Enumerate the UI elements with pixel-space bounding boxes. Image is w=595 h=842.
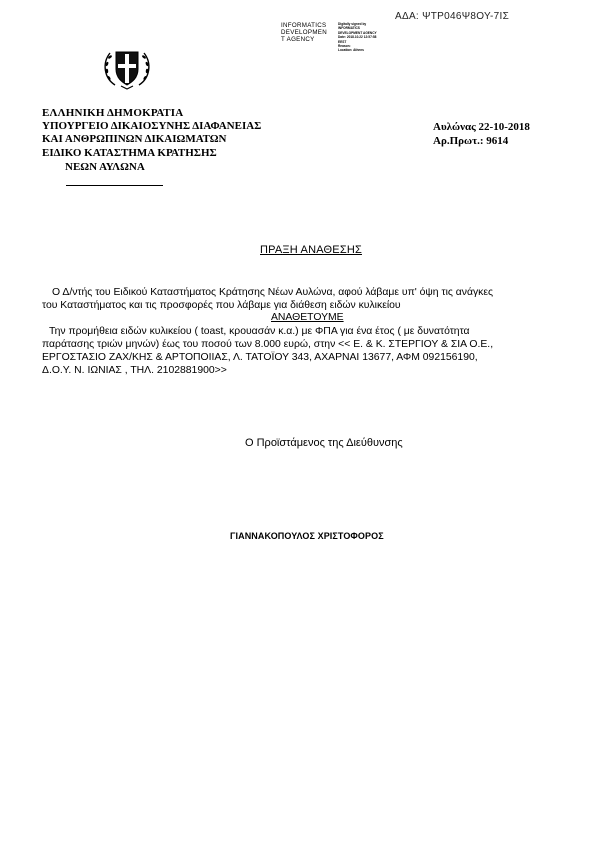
signature-stamp-details xyxy=(338,22,377,53)
header-ministry-cont: ΚΑΙ ΑΝΘΡΩΠΙΝΩΝ ΔΙΚΑΙΩΜΑΤΩΝ xyxy=(42,133,227,145)
protocol-number: Αρ.Πρωτ.: 9614 xyxy=(433,135,509,147)
decision-text-line: ΕΡΓΟΣΤΑΣΙΟ ΖΑΧ/ΚΗΣ & ΑΡΤΟΠΟΙΙΑΣ, Λ. ΤΑΤΟΪΟΥ 343, ΑΧΑΡΝΑΙ 13677, ΑΦΜ 092156190, xyxy=(42,352,478,363)
decision-text-line: Δ.Ο.Υ. Ν. ΙΩΝΙΑΣ , ΤΗΛ. 2102881900>> xyxy=(42,365,227,376)
stamp-detail-line: Date: 2018.10.22 12:57:58 xyxy=(338,35,377,40)
decision-text-line: Την προμήθεια ειδών κυλικείου ( toast, κρουασάν κ.α.) με ΦΠΑ για ένα έτος ( με δυνατότητα xyxy=(49,326,470,337)
document-title: ΠΡΑΞΗ ΑΝΑΘΕΣΗΣ xyxy=(260,244,362,256)
intro-paragraph-line: Ο Δ/ντής του Ειδικού Καταστήματος Κράτησης Νέων Αυλώνα, αφού λάβαμε υπ' όψη τις ανάγκες xyxy=(52,287,494,298)
stamp-detail-line: DEVELOPMENT AGENCY xyxy=(338,30,377,35)
stamp-detail-line: Reason: xyxy=(338,44,351,49)
greek-coat-of-arms-icon xyxy=(101,45,153,91)
stamp-line: T AGENCY xyxy=(281,36,315,43)
header-divider xyxy=(66,185,163,186)
decision-heading: ΑΝΑΘΕΤΟΥΜΕ xyxy=(271,312,344,323)
stamp-detail-line: Location: Athens xyxy=(338,48,364,53)
ada-code: ΑΔΑ: ΨΤΡ046Ψ8ΟΥ-7ΙΣ xyxy=(395,11,510,22)
header-institution: ΕΙΔΙΚΟ ΚΑΤΑΣΤΗΜΑ ΚΡΑΤΗΣΗΣ xyxy=(42,147,217,159)
signature-stamp-agency xyxy=(281,22,327,43)
intro-paragraph-line: του Καταστήματος και τις προσφορές που λάβαμε για διάθεση ειδών κυλικείου xyxy=(42,300,401,311)
signatory-title: Ο Προϊστάμενος της Διεύθυνσης xyxy=(245,437,403,449)
stamp-line: INFORMATICS xyxy=(281,22,327,29)
stamp-detail-line: Digitally signed by xyxy=(338,22,367,26)
stamp-line: DEVELOPMEN xyxy=(281,29,327,36)
decision-text-line: παράτασης τριών μηνών) έως του ποσού των 8.000 ευρώ, στην << Ε. & Κ. ΣΤΕΡΓΙΟΥ & ΣΙΑ Ο.Ε., xyxy=(42,339,494,350)
stamp-detail-line: EEST xyxy=(338,39,347,44)
header-ministry: ΥΠΟΥΡΓΕΙΟ ΔΙΚΑΙΟΣΥΝΗΣ ΔΙΑΦΑΝΕΙΑΣ xyxy=(42,120,262,132)
document-date: Αυλώνας 22-10-2018 xyxy=(433,121,530,133)
header-republic: ΕΛΛΗΝΙΚΗ ΔΗΜΟΚΡΑΤΙΑ xyxy=(42,107,184,119)
stamp-detail-line: INFORMATICS xyxy=(338,26,360,31)
header-location: ΝΕΩΝ ΑΥΛΩΝΑ xyxy=(65,161,145,173)
signatory-name: ΓΙΑΝΝΑΚΟΠΟΥΛΟΣ ΧΡΙΣΤΟΦΟΡΟΣ xyxy=(230,531,384,541)
